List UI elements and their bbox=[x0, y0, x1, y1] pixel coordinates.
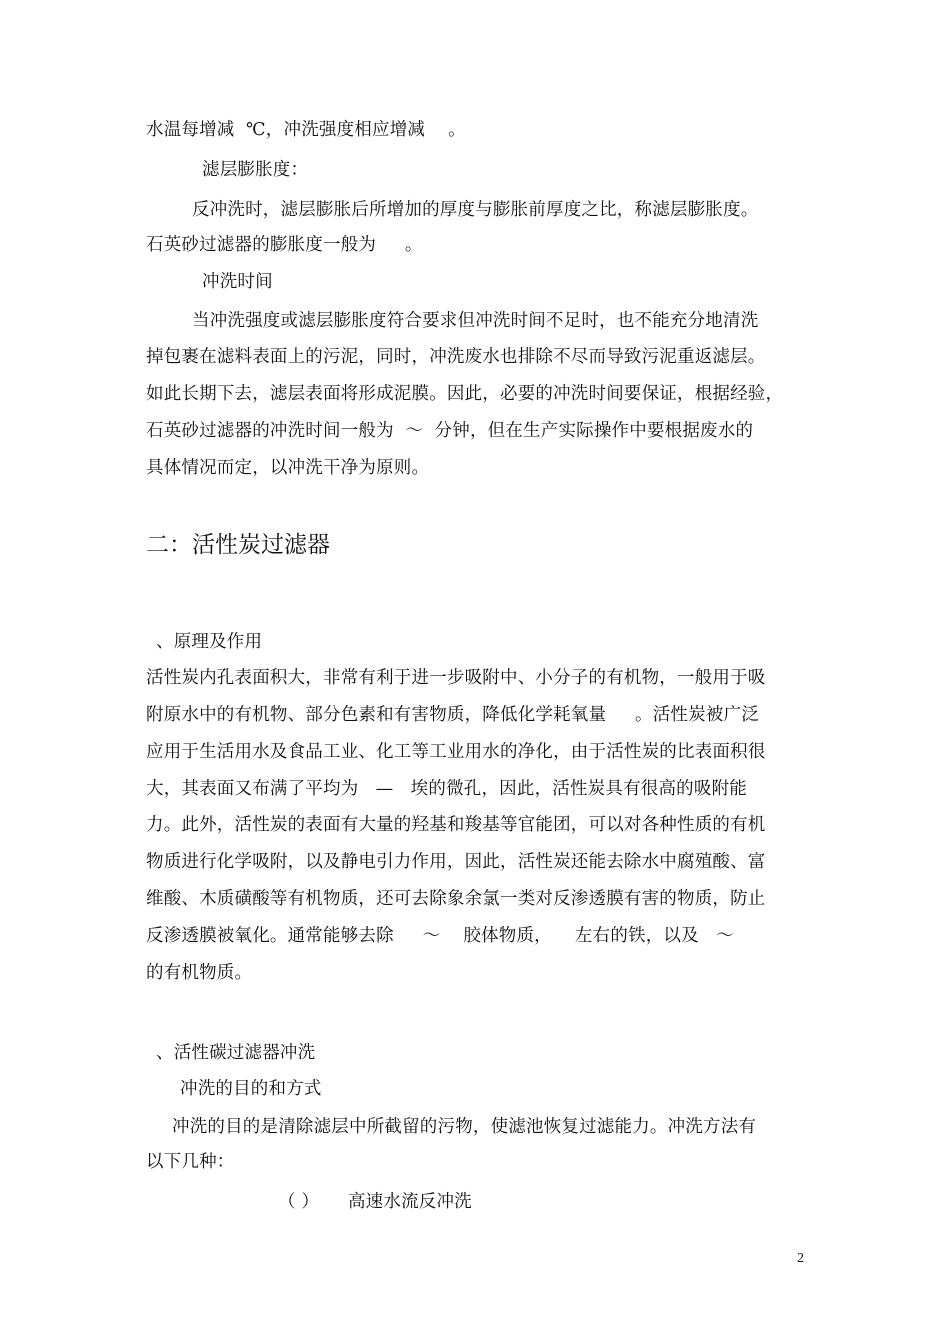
text-line: 具体情况而定，以冲洗干净为原则。 bbox=[146, 458, 430, 478]
text-line: 石英砂过滤器的膨胀度一般为 。 bbox=[146, 235, 423, 255]
text-line: 反冲洗时，滤层膨胀后所增加的厚度与膨胀前厚度之比，称滤层膨胀度。 bbox=[192, 200, 759, 220]
text-line: 石英砂过滤器的冲洗时间一般为 ～ 分钟，但在生产实际操作中要根据废水的 bbox=[146, 421, 754, 441]
list-item: （ ） 高速水流反冲洗 bbox=[278, 1192, 472, 1212]
text-line: 反渗透膜被氧化。通常能够去除 ～ 胶体物质， 左右的铁，以及 ～ bbox=[146, 926, 734, 946]
subheading-principle: 、原理及作用 bbox=[156, 632, 263, 652]
text-line: 维酸、木质磺酸等有机物质，还可去除象余氯一类对反渗透膜有害的物质，防止 bbox=[146, 889, 766, 909]
text-line: 的有机物质。 bbox=[146, 963, 253, 983]
text-line: 如此长期下去，滤层表面将形成泥膜。因此，必要的冲洗时间要保证，根据经验， bbox=[146, 384, 784, 404]
text-line: 物质进行化学吸附，以及静电引力作用，因此，活性炭还能去除水中腐殖酸、富 bbox=[146, 852, 766, 872]
section-heading: 二：活性炭过滤器 bbox=[146, 532, 330, 558]
text-line: 掉包裹在滤料表面上的污泥，同时，冲洗废水也排除不尽而导致污泥重返滤层。 bbox=[146, 347, 766, 367]
text-line: 当冲洗强度或滤层膨胀度符合要求但冲洗时间不足时，也不能充分地清洗 bbox=[192, 311, 759, 331]
text-line: 以下几种： bbox=[146, 1152, 235, 1172]
text-line: 大，其表面又布满了平均为 — 埃的微孔，因此，活性炭具有很高的吸附能 bbox=[146, 779, 747, 799]
text-line: 冲洗的目的是清除滤层中所截留的污物，使滤池恢复过滤能力。冲洗方法有 bbox=[172, 1117, 757, 1137]
subheading-wash-time: 冲洗时间 bbox=[202, 272, 273, 292]
text-line: 附原水中的有机物、部分色素和有害物质，降低化学耗氧量 。活性炭被广泛 bbox=[146, 705, 759, 725]
text-line: 活性炭内孔表面积大，非常有利于进一步吸附中、小分子的有机物，一般用于吸 bbox=[146, 668, 766, 688]
text-line: 水温每增减 ℃，冲洗强度相应增减 。 bbox=[146, 120, 466, 140]
subheading-carbon-wash: 、活性碳过滤器冲洗 bbox=[156, 1043, 316, 1063]
text-line: 应用于生活用水及食品工业、化工等工业用水的净化，由于活性炭的比表面积很 bbox=[146, 742, 766, 762]
text-line: 力。此外，活性炭的表面有大量的羟基和羧基等官能团，可以对各种性质的有机 bbox=[146, 815, 766, 835]
subheading-filter-expansion: 滤层膨胀度： bbox=[202, 160, 309, 180]
page-number: 2 bbox=[797, 1251, 804, 1266]
subheading-wash-purpose: 冲洗的目的和方式 bbox=[180, 1079, 322, 1099]
